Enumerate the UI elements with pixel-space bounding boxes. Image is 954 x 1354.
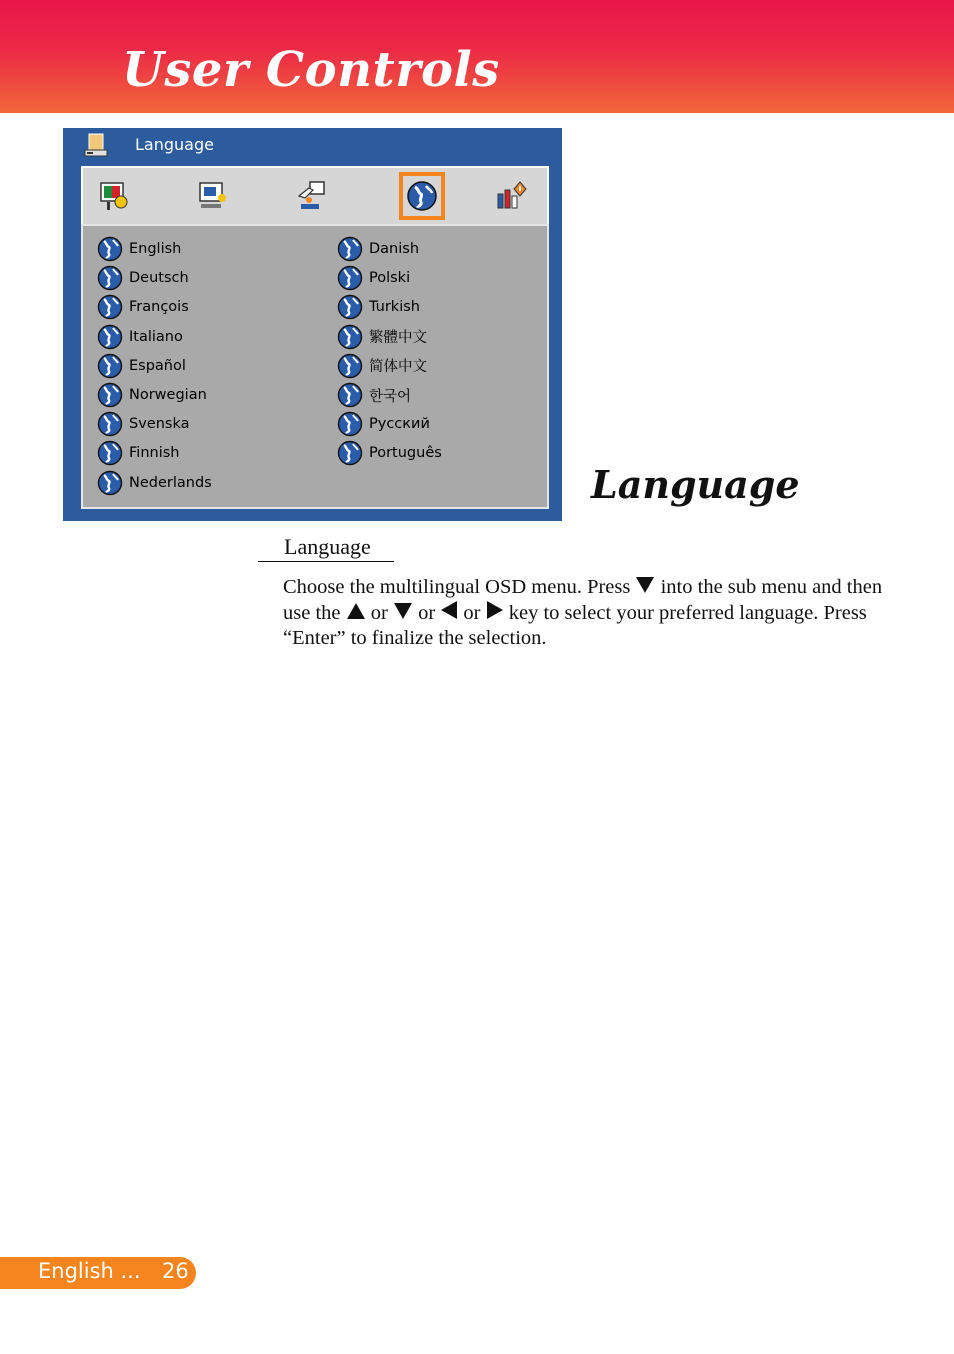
arrow-down-icon [393, 602, 413, 620]
language-option[interactable] [337, 294, 420, 320]
or-word: or [370, 602, 388, 624]
language-option[interactable] [97, 470, 212, 496]
page-footer [0, 1257, 196, 1289]
language-option[interactable] [97, 236, 181, 262]
osd-screenshot [63, 128, 562, 521]
language-option[interactable] [337, 353, 427, 379]
status-info-icon [495, 180, 527, 212]
description-part-1: Choose the multilingual OSD menu. Press [283, 576, 631, 598]
globe-icon [97, 265, 123, 291]
description-part-3: key to select your preferred language. Press “Enter” to finalize the selection. [283, 602, 867, 649]
osd-title-bar [63, 128, 562, 164]
language-option[interactable] [97, 265, 189, 291]
tab-status[interactable] [489, 174, 533, 218]
description-paragraph [283, 575, 913, 651]
globe-icon [97, 324, 123, 350]
tab-image[interactable] [93, 174, 137, 218]
language-option-label: 한국어 [369, 388, 412, 405]
tab-display[interactable] [191, 174, 235, 218]
language-option[interactable] [97, 294, 189, 320]
language-option-label: Español [129, 357, 186, 374]
language-list-panel [81, 224, 549, 509]
arrow-up-icon [346, 602, 366, 620]
or-word: or [463, 602, 481, 624]
globe-icon [337, 440, 363, 466]
language-option[interactable] [97, 440, 179, 466]
globe-icon [337, 324, 363, 350]
language-option-label: François [129, 299, 189, 316]
language-option-label: Norwegian [129, 387, 207, 403]
language-option[interactable] [97, 382, 207, 408]
footer-language: English ... [38, 1259, 141, 1283]
osd-tab-bar [81, 166, 549, 226]
language-option-label: Turkish [369, 299, 420, 316]
page-header [0, 0, 954, 113]
description-part-2: into the sub menu and then use the [283, 576, 883, 624]
image-settings-icon [99, 180, 131, 212]
globe-icon [97, 411, 123, 437]
subsection-heading [258, 534, 394, 562]
globe-icon [337, 411, 363, 437]
language-option[interactable] [337, 440, 442, 466]
language-option-label: 繁體中文 [369, 330, 427, 347]
language-option-label: Nederlands [129, 474, 212, 491]
language-option[interactable] [337, 411, 430, 437]
globe-icon [97, 294, 123, 320]
tab-setup[interactable] [289, 174, 333, 218]
language-option-label: Svenska [129, 416, 190, 433]
globe-icon [337, 294, 363, 320]
language-option-label: 简体中文 [369, 359, 427, 376]
globe-icon [97, 236, 123, 262]
language-option[interactable] [337, 265, 410, 291]
tab-language[interactable] [399, 172, 445, 220]
language-globe-icon [406, 180, 438, 212]
setup-hand-icon [295, 180, 327, 212]
osd-menu-title: Language [135, 135, 214, 154]
display-settings-icon [197, 180, 229, 212]
language-option-label: Русский [369, 416, 430, 433]
projector-icon [83, 132, 109, 160]
language-option[interactable] [337, 324, 427, 350]
globe-icon [97, 382, 123, 408]
language-option-label: Italiano [129, 328, 183, 345]
subsection-heading-text: Language [284, 534, 371, 559]
section-heading: Language [591, 462, 800, 507]
language-option-label: Português [369, 445, 442, 462]
globe-icon [337, 236, 363, 262]
page-number: 26 [162, 1259, 189, 1283]
arrow-left-icon [440, 600, 458, 620]
arrow-right-icon [486, 600, 504, 620]
globe-icon [337, 265, 363, 291]
arrow-down-icon [635, 576, 655, 594]
language-option-label: Deutsch [129, 270, 189, 287]
language-option[interactable] [97, 324, 183, 350]
language-option-label: English [129, 241, 182, 257]
globe-icon [97, 353, 123, 379]
globe-icon [97, 470, 123, 496]
page-title: User Controls [122, 42, 500, 98]
language-option[interactable] [337, 382, 411, 408]
language-option[interactable] [97, 411, 189, 437]
language-option[interactable] [337, 236, 419, 262]
language-option-label: Danish [369, 241, 420, 257]
language-option-label: Finnish [129, 445, 180, 462]
or-word: or [418, 602, 436, 624]
globe-icon [97, 440, 123, 466]
globe-icon [337, 382, 363, 408]
language-option-label: Polski [369, 270, 411, 287]
globe-icon [337, 353, 363, 379]
language-option[interactable] [97, 353, 186, 379]
